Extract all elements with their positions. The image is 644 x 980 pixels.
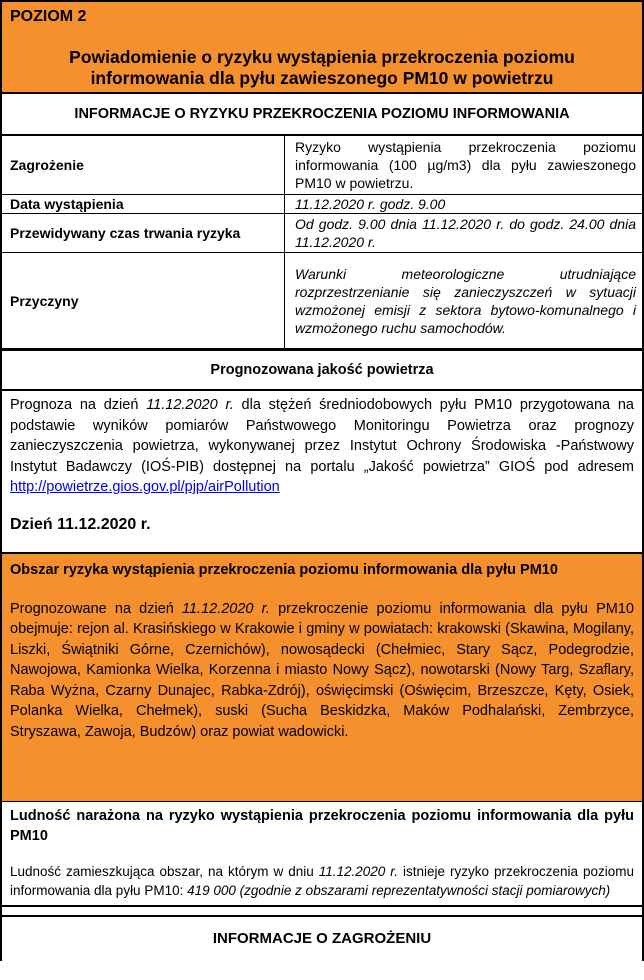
forecast-date: 11.12.2020 r. [146,397,234,413]
table-row [2,253,642,349]
air-quality-link[interactable]: http://powietrze.gios.gov.pl/pjp/airPollution [10,479,280,495]
risk-area-text-b: przekroczenie poziomu informowania dla pyłu PM10 obejmuje: rejon al. Krasińskiego w Krakowie i gminy w powiatach: krakowski (Skawina, Mogilany, Liszki, Świątniki Górne, Czernichów), nowosądecki (Chełmiec, Stary Sącz, Podegrodzie, Nawojowa, Kamionka Wielka, Korzenna i miasto Nowy Sącz), nowotarski (Nowy Targ, Szaflary, Raba Wyżna, Czarny Dunajec, Rabka-Zdrój), oświęcimski (Oświęcim, Brzeszcze, Kęty, Osiek, Polanka Wielka, Chełmek), suski (Sucha Beskidzka, Maków Podhalański, Zembrzyce, Stryszawa, Zawoja, Budzów) oraz powiat wadowicki. [10,600,634,740]
row-label-date: Data wystąpienia [2,195,285,214]
notification-title [2,47,642,89]
risk-area-text-a: Prognozowane na dzień [10,600,182,617]
header-banner [2,0,642,94]
row-value-duration: Od godz. 9.00 dnia 11.12.2020 r. do godz. 24.00 dnia 11.12.2020 r. [285,214,643,253]
row-label-causes: Przyczyny [2,253,285,349]
population-text-b: istnieje ryzyko przekroczenia poziomu informowania dla pyłu PM10: [10,863,634,898]
table-row [2,136,642,195]
population-section [2,802,642,907]
population-title: Ludność narażona na ryzyko wystąpienia przekroczenia poziomu informowania dla pyłu PM10 [10,807,634,844]
risk-area-section [2,552,642,802]
row-value-causes: Warunki meteorologiczne utrudniające rozprzestrzenianie się zanieczyszczeń w sytuacji wzmożonej emisji z sektora bytowo-komunalnego i wzmożonego ruchu samochodów. [285,253,643,349]
risk-area-date: 11.12.2020 r. [181,600,270,617]
population-value: 419 000 (zgodnie z obszarami reprezentatywności stacji pomiarowych) [187,882,611,898]
title-line-2: informowania dla pyłu zawieszonego PM10 w powietrzu [90,68,554,88]
info-section-title: INFORMACJE O RYZYKU PRZEKROCZENIA POZIOMU INFORMOWANIA [2,94,642,136]
population-date: 11.12.2020 r. [318,863,398,879]
forecast-day-label: Dzień 11.12.2020 r. [10,515,151,533]
population-body [10,862,634,900]
level-label: POZIOM 2 [10,8,87,25]
forecast-paragraph [2,391,642,498]
forecast-title: Prognozowana jakość powietrza [2,349,642,391]
table-row [2,195,642,214]
population-text-a: Ludność zamieszkująca obszar, na którym w dniu [10,863,319,879]
row-value-threat: Ryzyko wystąpienia przekroczenia poziomu informowania (100 µg/m3) dla pyłu zawieszonego PM10 w powietrzu. [285,136,643,195]
forecast-text-b: dla stężeń średniodobowych pyłu PM10 przygotowana na podstawie wyników pomiarów Państwowego Monitoringu Powietrza oraz prognozy zanieczyszczenia powietrza, wykonywanej przez Instytut Ochrony Środowiska -Państwowy Instytut Badawczy (IOŚ-PIB) dostępnej na portalu „Jakość powietrza” GIOŚ pod adresem [10,397,634,475]
threat-section-title: INFORMACJE O ZAGROŻENIU [2,915,642,961]
risk-info-table [2,136,642,349]
row-label-threat: Zagrożenie [2,136,285,195]
risk-area-title: Obszar ryzyka wystąpienia przekroczenia poziomu informowania dla pyłu PM10 [10,561,558,578]
row-label-duration: Przewidywany czas trwania ryzyka [2,214,285,253]
title-line-1: Powiadomienie o ryzyku wystąpienia przekroczenia poziomu [69,47,575,67]
risk-area-body [10,599,634,743]
table-row [2,214,642,253]
forecast-text-a: Prognoza na dzień [10,397,147,413]
row-value-date: 11.12.2020 r. godz. 9.00 [285,195,643,214]
